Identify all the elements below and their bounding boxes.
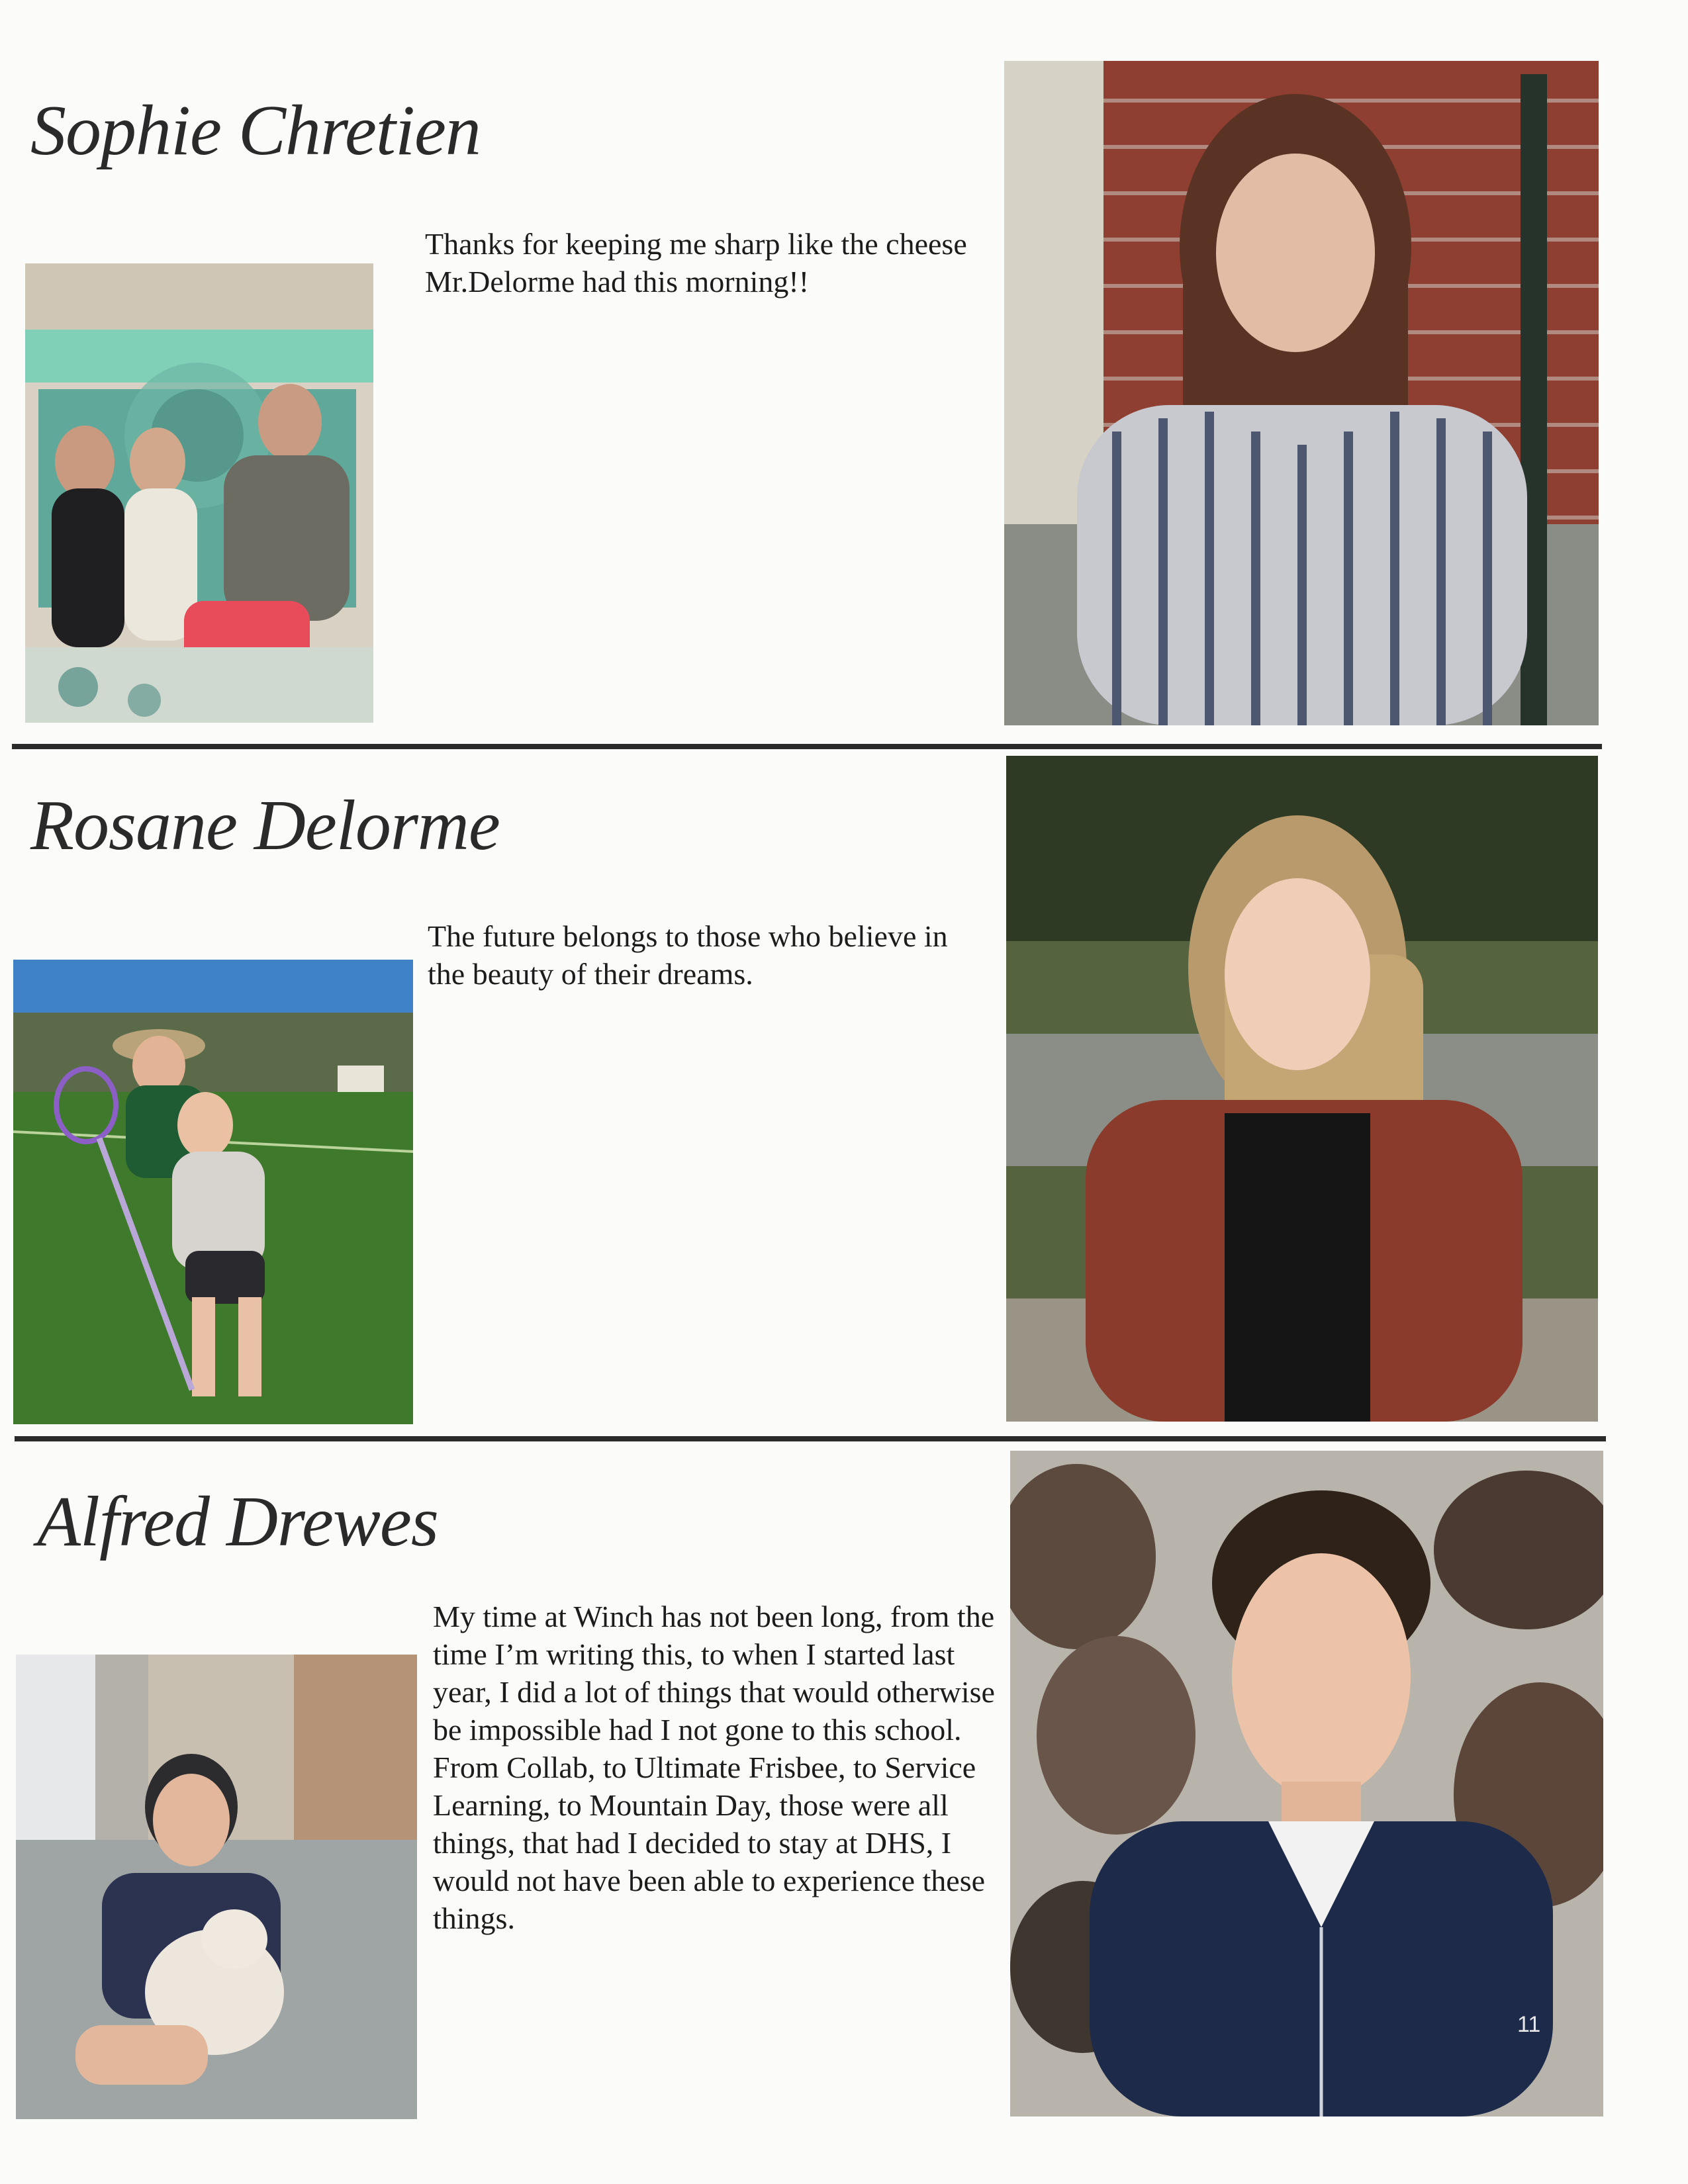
portrait-photo bbox=[1010, 1451, 1603, 2116]
student-name: Rosane Delorme bbox=[30, 786, 500, 865]
portrait-photo bbox=[1006, 756, 1598, 1422]
page-number: 11 bbox=[1517, 2012, 1541, 2037]
student-name: Sophie Chretien bbox=[30, 91, 481, 170]
student-quote: Thanks for keeping me sharp like the cheese Mr.Delorme had this morning!! bbox=[425, 227, 967, 298]
student-quote: The future belongs to those who believe in the beauty of their dreams. bbox=[428, 919, 948, 991]
section-divider bbox=[12, 744, 1602, 749]
portrait-photo bbox=[1004, 61, 1599, 725]
candid-photo-living-room-dog bbox=[16, 1655, 417, 2119]
candid-photo-bedroom bbox=[25, 263, 373, 723]
student-quote: My time at Winch has not been long, from the time I’m writing this, to when I started last year, I did a lot of things that would otherwise be impossible had I not gone to this school. From Collab, to Ultimate Frisbee, to Service Learning, to Mountain Day, those were all things, that had I decided to stay at DHS, I would not have been able to experience these things. bbox=[433, 1600, 995, 1935]
candid-photo-lacrosse-field bbox=[13, 960, 413, 1424]
section-divider bbox=[15, 1436, 1606, 1441]
student-name: Alfred Drewes bbox=[37, 1482, 438, 1561]
